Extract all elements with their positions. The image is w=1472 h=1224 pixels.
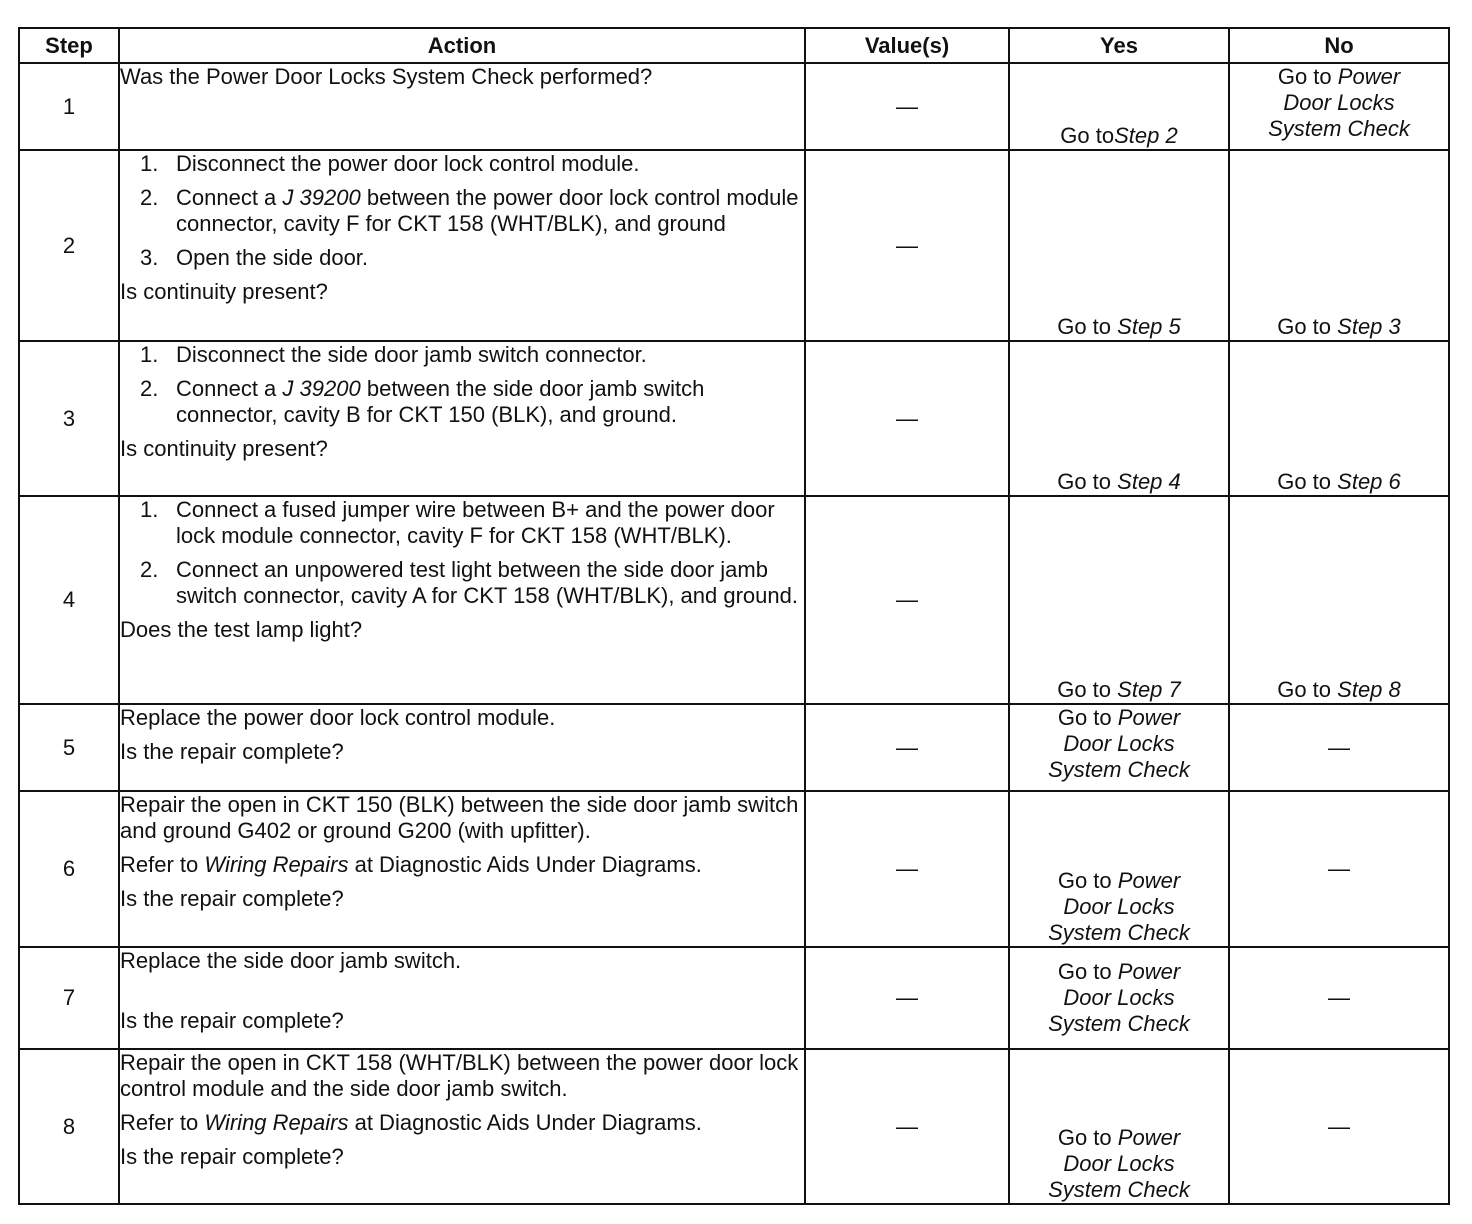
header-step: Step [19, 28, 119, 63]
action-question: Was the Power Door Locks System Check performed? [120, 64, 653, 89]
yes-ref-door-locks: Door Locks [1063, 894, 1175, 919]
yes-cell: Go to Step 5 [1009, 150, 1229, 341]
no-cell: Go to Step 3 [1229, 150, 1449, 341]
diagnostic-table [18, 27, 1450, 1205]
action-question: Is the repair complete? [120, 1144, 344, 1169]
action-cell [119, 63, 805, 150]
yes-ref-power: Power [1117, 705, 1181, 730]
list-item: 2. Connect an unpowered test light between the side door jamb switch connector, cavity A for CKT 158 (WHT/BLK), and ground. [140, 557, 798, 608]
value-cell: — [805, 947, 1009, 1049]
no-cell: Go to Step 6 [1229, 341, 1449, 496]
value-dash: — [896, 93, 918, 119]
action-cell [119, 947, 805, 1049]
yes-ref-system-check: System Check [1048, 1011, 1190, 1036]
step-number: 2 [19, 150, 119, 341]
value-cell: — [805, 704, 1009, 791]
no-cell: Go to Step 8 [1229, 496, 1449, 704]
yes-cell: Go to Step 4 [1009, 341, 1229, 496]
action-question: Is continuity present? [120, 279, 328, 304]
step-number: 4 [19, 496, 119, 704]
no-cell: — [1229, 947, 1449, 1049]
yes-cell: Go to Step 7 [1009, 496, 1229, 704]
action-question: Does the test lamp light? [120, 617, 363, 642]
action-question: Is the repair complete? [120, 1008, 344, 1033]
refer-note: Refer to Wiring Repairs at Diagnostic Aids Under Diagrams. [120, 1110, 702, 1135]
value-cell: — [805, 791, 1009, 947]
yes-step-ref: Step 5 [1117, 314, 1181, 339]
table-row [19, 341, 1449, 496]
no-ref-door-locks: Door Locks [1283, 90, 1395, 115]
yes-go-to: Go to [1060, 123, 1115, 148]
action-text: Repair the open in CKT 150 (BLK) between the side door jamb switch and ground G402 or ground G200 (with upfitter). [120, 792, 799, 843]
action-cell [119, 1049, 805, 1204]
table-row [19, 496, 1449, 704]
no-step-ref: Step 6 [1337, 469, 1401, 494]
list-item: 2. Connect a J 39200 between the power door lock control module connector, cavity F for CKT 158 (WHT/BLK), and ground [140, 185, 799, 236]
value-cell: — [805, 496, 1009, 704]
action-question: Is continuity present? [120, 436, 328, 461]
yes-ref-system-check: System Check [1048, 1177, 1190, 1202]
no-cell: — [1229, 791, 1449, 947]
yes-cell: Go to Power Door Locks System Check [1009, 791, 1229, 947]
value-cell: — [805, 341, 1009, 496]
yes-ref-power: Power [1117, 959, 1181, 984]
no-cell [1229, 63, 1449, 150]
yes-cell [1009, 63, 1229, 150]
tool-ref: J 39200 [282, 185, 361, 210]
header-yes: Yes [1009, 28, 1229, 63]
action-text: Replace the side door jamb switch. [120, 948, 462, 973]
no-ref-system-check: System Check [1268, 116, 1410, 141]
value-cell [805, 63, 1009, 150]
yes-cell: Go to Power Door Locks System Check [1009, 704, 1229, 791]
step-number: 8 [19, 1049, 119, 1204]
no-ref-power: Power [1337, 64, 1401, 89]
step-number: 1 [19, 63, 119, 150]
value-cell: — [805, 1049, 1009, 1204]
list-item: 1. Connect a fused jumper wire between B+ and the power door lock module connector, cavity F for CKT 158 (WHT/BLK). [140, 497, 775, 548]
action-question: Is the repair complete? [120, 886, 344, 911]
action-question: Is the repair complete? [120, 739, 344, 764]
header-row [19, 28, 1449, 63]
action-cell [119, 150, 805, 341]
no-cell: — [1229, 704, 1449, 791]
table-row [19, 791, 1449, 947]
header-no: No [1229, 28, 1449, 63]
yes-ref-system-check: System Check [1048, 920, 1190, 945]
value-cell: — [805, 150, 1009, 341]
table-row [19, 63, 1449, 150]
yes-cell: Go to Power Door Locks System Check [1009, 1049, 1229, 1204]
yes-step-ref: Step 2 [1114, 123, 1178, 148]
yes-ref-power: Power [1117, 868, 1181, 893]
yes-step-ref: Step 7 [1117, 677, 1181, 702]
refer-note: Refer to Wiring Repairs at Diagnostic Aids Under Diagrams. [120, 852, 702, 877]
yes-cell: Go to Power Door Locks System Check [1009, 947, 1229, 1049]
tool-ref: J 39200 [282, 376, 361, 401]
yes-ref-door-locks: Door Locks [1063, 1151, 1175, 1176]
action-cell [119, 791, 805, 947]
header-action: Action [119, 28, 805, 63]
list-item: 1. Disconnect the side door jamb switch connector. [140, 342, 647, 367]
step-number: 6 [19, 791, 119, 947]
step-number: 7 [19, 947, 119, 1049]
action-cell [119, 341, 805, 496]
action-cell [119, 496, 805, 704]
yes-ref-power: Power [1117, 1125, 1181, 1150]
action-text: Replace the power door lock control module. [120, 705, 556, 730]
no-go-to: Go to [1277, 64, 1332, 89]
no-cell: — [1229, 1049, 1449, 1204]
list-item: 1. Disconnect the power door lock control module. [140, 151, 640, 176]
header-values: Value(s) [805, 28, 1009, 63]
list-item: 2. Connect a J 39200 between the side door jamb switch connector, cavity B for CKT 150 (BLK), and ground. [140, 376, 705, 427]
table-row [19, 704, 1449, 791]
table-row [19, 1049, 1449, 1204]
no-step-ref: Step 8 [1337, 677, 1401, 702]
yes-ref-door-locks: Door Locks [1063, 731, 1175, 756]
table-row [19, 947, 1449, 1049]
yes-ref-door-locks: Door Locks [1063, 985, 1175, 1010]
action-cell [119, 704, 805, 791]
step-number: 5 [19, 704, 119, 791]
yes-step-ref: Step 4 [1117, 469, 1181, 494]
list-item: 3. Open the side door. [140, 245, 369, 270]
action-text: Repair the open in CKT 158 (WHT/BLK) between the power door lock control module and the side door jamb switch. [120, 1050, 799, 1101]
yes-ref-system-check: System Check [1048, 757, 1190, 782]
table-row [19, 150, 1449, 341]
step-number: 3 [19, 341, 119, 496]
no-step-ref: Step 3 [1337, 314, 1401, 339]
